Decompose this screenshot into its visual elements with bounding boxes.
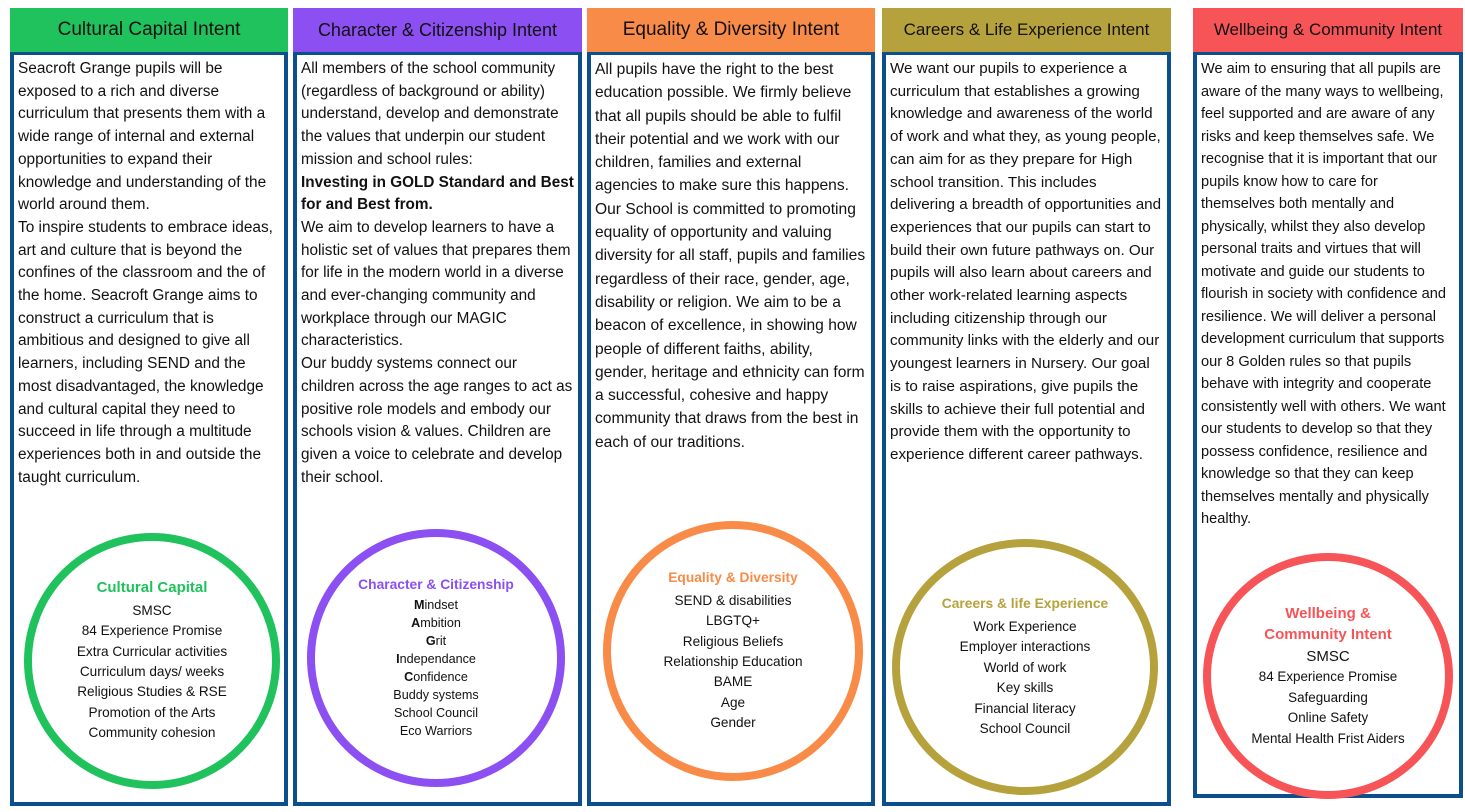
careers-life-ring [892,539,1158,795]
magic-item [393,596,478,614]
cultural-capital-ring [24,533,280,789]
list-item: Safeguarding [1288,689,1368,705]
magic-letter: M [413,598,425,612]
list-item: Key skills [996,680,1054,696]
header-cultural-capital: Cultural Capital Intent [10,8,288,52]
ring-list [393,596,478,740]
list-item: Work Experience [973,618,1077,634]
magic-item [393,650,478,668]
column-character-citizenship [293,0,582,812]
list-item: Religious Beliefs [682,633,784,649]
list-item: LBGTQ+ [705,613,761,629]
ring-list [1251,647,1404,749]
list-item: Community cohesion [88,725,216,741]
ring-title: Cultural Capital [96,579,208,597]
intent-paragraph: Seacroft Grange pupils will be exposed to a rich and diverse curriculum that presents them with a wide range of internal and external opportunities to expand their knowledge and understanding of the world around them. [18,60,267,214]
ring-title: Character & Citizenship [358,577,514,592]
list-item: BAME [713,674,753,690]
ring-title: Wellbeing & Community Intent [1264,604,1392,643]
list-item: Gender [710,715,756,731]
magic-word: mbition [420,616,461,630]
intent-paragraph: Our buddy systems connect our children across the age ranges to act as positive role models and embody our schools vision & values. Children are given a voice to celebrate and develop their school. [301,355,573,486]
list-item: School Council [979,721,1071,737]
list-item: Promotion of the Arts [88,704,216,720]
magic-word: rit [435,634,447,648]
header-character-citizenship: Character & Citizenship Intent [293,8,582,52]
intent-paragraph: We aim to develop learners to have a holistic set of values that prepares them for life in the modern world in a diverse and ever-changing community and workplace through our MAGIC characteristics. [301,218,571,350]
ring-list [663,591,802,734]
ring-title: Careers & life Experience [941,595,1109,611]
column-cultural-capital [10,0,288,812]
list-item: SMSC [1306,647,1350,665]
list-item: Relationship Education [663,654,803,669]
magic-letter: I [396,652,400,666]
column-wellbeing-community [1193,0,1463,812]
list-item: Online Safety [1287,710,1369,726]
list-item: School Council [393,706,478,720]
list-item: Employer interactions [959,639,1091,655]
intent-paragraph: All members of the school community (regardless of background or ability) understand, develop and demonstrate the values that underpin our student mission and school rules: [301,60,559,168]
column-equality-diversity [587,0,875,812]
magic-item [393,632,478,650]
intent-paragraph: All pupils have the right to the best education possible. We firmly believe that all pupils should be able to fulfil their potential and we work with our children, families and external agencies to make sure this happens. Our School is committed to promoting equality of opportunity and valuing diversity for all staff, pupils and families regardless of their race, gender, age, disability or religion. We aim to be a beacon of excellence, in showing how people of different faiths, ability, gender, heritage and ethnicity can form a successful, cohesive and happy community that draws from the best in each of our traditions. [595,61,866,451]
wellbeing-community-ring [1203,553,1453,799]
intent-text [18,58,280,489]
gold-standard-statement: Investing in GOLD Standard and Best for and Best from. [301,173,574,214]
list-item: Religious Studies & RSE [77,684,227,700]
magic-letter: C [404,670,414,684]
list-item: Extra Curricular activities [76,643,228,659]
intent-paragraph: To inspire students to embrace ideas, art and culture that is beyond the confines of the classroom and the of the home. Seacroft Grange aims to construct a curriculum that is ambitious and designed to give all learners, including SEND and the most disadvantaged, the knowledge and cultural capital they need to succeed in life through a multitude experiences both in and outside the taught curriculum. [18,218,273,486]
column-careers-life [882,0,1171,812]
intent-paragraph: We want our pupils to experience a curriculum that establishes a growing knowledge and awareness of the world of work and what they, as young people, can aim for as they prepare for High school transition. This includes delivering a breadth of opportunities and experiences that our pupils can start to build their own future pathways on. Our pupils will also learn about careers and other work-related learning aspects including citizenship through our community links with the elderly and our youngest learners in Nursery. Our goal is to raise aspirations, give pupils the skills to achieve their full potential and provide them with the opportunity to experience different career pathways. [890,60,1162,463]
ring-list [77,601,227,744]
magic-word: onfidence [413,670,468,684]
ring-title: Equality & Diversity [668,570,798,586]
panel-wellbeing-community [1193,52,1463,798]
panel-character-citizenship [293,52,582,806]
list-item: Financial literacy [974,700,1076,716]
list-item: Eco Warriors [399,724,473,738]
intent-text [890,58,1163,467]
intent-text [1201,58,1455,531]
magic-word: indset [424,598,459,612]
list-item: SEND & disabilities [674,592,792,608]
panel-equality-diversity [587,52,875,806]
panel-careers-life [882,52,1171,806]
ring-list [960,617,1091,741]
character-citizenship-ring [307,529,565,787]
magic-item [393,668,478,686]
list-item: World of work [983,659,1067,675]
list-item: 84 Experience Promise [1258,669,1398,685]
list-item: Age [720,694,746,710]
magic-item [393,614,478,632]
intent-text [595,58,867,454]
equality-diversity-ring [603,521,863,781]
magic-letter: G [425,634,436,648]
magic-word: ndependance [399,652,476,666]
header-equality-diversity: Equality & Diversity Intent [587,8,875,52]
list-item: Curriculum days/ weeks [79,664,225,679]
intent-paragraph: We aim to ensuring that all pupils are aware of the many ways to wellbeing, feel supported and are aware of any risks and keep themselves safe. We recognise that it is important that our pupils know how to care for themselves both mentally and physically, whilst they also develop personal traits and virtues that will motivate and guide our students to flourish in society with confidence and resilience. We will deliver a personal development curriculum that supports our 8 Golden rules so that pupils behave with integrity and cooperate consistently well with others. We want our students to develop so that they possess confidence, resilience and knowledge so that they can keep themselves mentally and physically healthy. [1201,61,1446,527]
header-careers-life: Careers & Life Experience Intent [882,8,1171,52]
list-item: 84 Experience Promise [81,623,223,639]
list-item: SMSC [132,602,172,618]
header-wellbeing-community: Wellbeing & Community Intent [1193,8,1463,52]
panel-cultural-capital [10,52,288,806]
intent-text [301,58,574,489]
list-item: Buddy systems [393,688,479,702]
magic-letter: A [411,616,421,630]
list-item: Mental Health Frist Aiders [1251,730,1405,746]
